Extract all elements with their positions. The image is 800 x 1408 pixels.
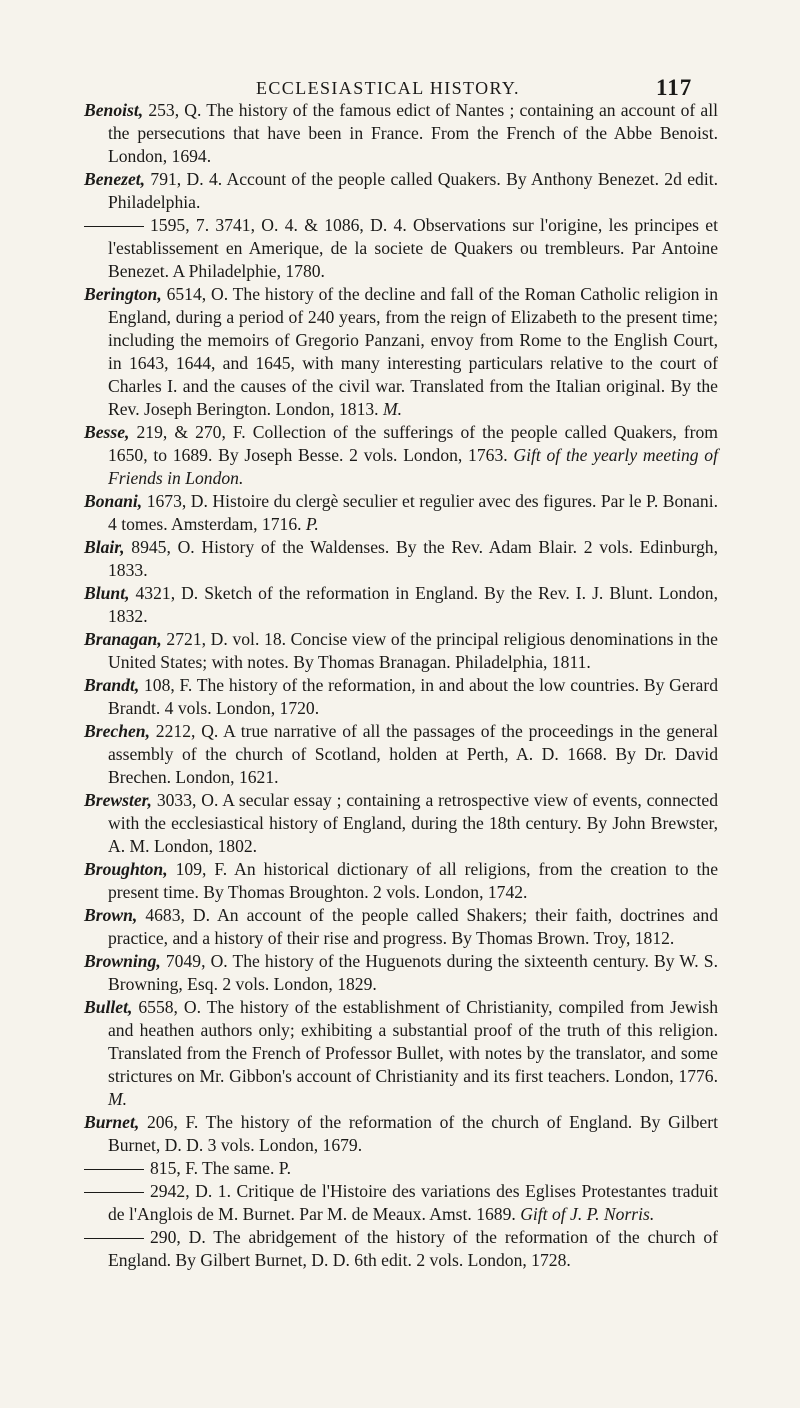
entry-author: Brewster, <box>84 790 152 810</box>
entry-author: Benoist, <box>84 100 144 120</box>
entry-text: 815, F. The same. P. <box>150 1158 291 1178</box>
catalog-entry <box>84 283 718 421</box>
entry-author: Brechen, <box>84 721 150 741</box>
entry-text: 8945, O. History of the Waldenses. By the Rev. Adam Blair. 2 vols. Edinburgh, 1833. <box>108 537 718 580</box>
ditto-dash <box>84 1192 144 1193</box>
entry-author: Benezet, <box>84 169 146 189</box>
catalog-entry <box>84 904 718 950</box>
catalog-entry <box>84 1180 718 1226</box>
entry-author: Besse, <box>84 422 130 442</box>
entry-text: 7049, O. The history of the Huguenots during the sixteenth century. By W. S. Browning, Esq. 2 vols. London, 1829. <box>108 951 718 994</box>
entry-note: Gift of the yearly meeting of Friends in London. <box>108 445 718 488</box>
entry-text: 1673, D. Histoire du clergè seculier et regulier avec des figures. Par le P. Bonani. 4 tomes. Amsterdam, 1716. <box>108 491 718 534</box>
catalog-entry <box>84 582 718 628</box>
entry-text: 6514, O. The history of the decline and fall of the Roman Catholic religion in England, during a period of 240 years, from the reign of Elizabeth to the present time; including the memoirs of Gregorio Panzani, envoy from Rome to the English Court, in 1643, 1644, and 1645, with many interesting particulars relative to the court of Charles I. and the causes of the civil war. Translated from the Italian original. By the Rev. Joseph Berington. London, 1813. <box>108 284 718 419</box>
entry-text: 206, F. The history of the reformation of the church of England. By Gilbert Burnet, D. D. 3 vols. London, 1679. <box>108 1112 718 1155</box>
entry-text: 290, D. The abridgement of the history of the reformation of the church of England. By Gilbert Burnet, D. D. 6th edit. 2 vols. London, 1728. <box>108 1227 718 1270</box>
running-head: ECCLESIASTICAL HISTORY. <box>256 78 520 98</box>
catalog-entry <box>84 168 718 214</box>
catalog-entry <box>84 99 718 168</box>
entry-author: Browning, <box>84 951 161 971</box>
entry-author: Bullet, <box>84 997 133 1017</box>
catalog-entry <box>84 674 718 720</box>
catalog-entry <box>84 950 718 996</box>
entry-text: 3033, O. A secular essay ; containing a retrospective view of events, connected with the ecclesiastical history of England, during the 18th century. By John Brewster, A. M. London, 1802. <box>108 790 718 856</box>
entry-note: P. <box>301 514 319 534</box>
entry-author: Brown, <box>84 905 138 925</box>
entry-author: Blair, <box>84 537 125 557</box>
catalog-entry <box>84 789 718 858</box>
ditto-dash <box>84 1238 144 1239</box>
catalog-entry <box>84 1111 718 1157</box>
catalog-entries <box>84 99 718 1272</box>
page-number: 117 <box>656 75 693 100</box>
ditto-dash <box>84 226 144 227</box>
entry-text: 2212, Q. A true narrative of all the passages of the proceedings in the general assembly of the church of Scotland, holden at Perth, A. D. 1668. By Dr. David Brechen. London, 1621. <box>108 721 718 787</box>
entry-text: 2942, D. 1. Critique de l'Histoire des variations des Eglises Protestantes traduit de l'Anglois de M. Burnet. Par M. de Meaux. Amst. 1689. <box>108 1181 718 1224</box>
entry-author: Brandt, <box>84 675 140 695</box>
catalog-entry <box>84 490 718 536</box>
catalog-entry <box>84 1226 718 1272</box>
entry-author: Broughton, <box>84 859 168 879</box>
entry-text: 2721, D. vol. 18. Concise view of the principal religious denominations in the United States; with notes. By Thomas Branagan. Philadelphia, 1811. <box>108 629 718 672</box>
entry-text: 253, Q. The history of the famous edict of Nantes ; containing an account of all the persecutions that have been in France. From the French of the Abbe Benoist. London, 1694. <box>108 100 718 166</box>
catalog-entry <box>84 421 718 490</box>
entry-author: Burnet, <box>84 1112 140 1132</box>
entry-author: Blunt, <box>84 583 130 603</box>
entry-note: Gift of J. P. Norris. <box>515 1204 655 1224</box>
catalog-entry <box>84 720 718 789</box>
entry-author: Bonani, <box>84 491 143 511</box>
ditto-dash <box>84 1169 144 1170</box>
catalog-entry <box>84 858 718 904</box>
entry-text: 6558, O. The history of the establishment of Christianity, compiled from Jewish and heathen authors only; exhibiting a substantial proof of the truth of this religion. Translated from the French of Professor Bullet, with notes by the translator, and some strictures on Mr. Gibbon's account of Christianity and its first teachers. London, 1776. <box>108 997 718 1086</box>
catalog-entry <box>84 1157 718 1180</box>
entry-text: 1595, 7. 3741, O. 4. & 1086, D. 4. Observations sur l'origine, les principes et l'establissement en Amerique, de la societe de Quakers ou trembleurs. Par Antoine Benezet. A Philadelphie, 1780. <box>108 215 718 281</box>
entry-text: 4321, D. Sketch of the reformation in England. By the Rev. I. J. Blunt. London, 1832. <box>108 583 718 626</box>
entry-text: 4683, D. An account of the people called Shakers; their faith, doctrines and practice, and a history of their rise and progress. By Thomas Brown. Troy, 1812. <box>108 905 718 948</box>
entry-author: Branagan, <box>84 629 162 649</box>
catalog-entry <box>84 996 718 1111</box>
catalog-entry <box>84 536 718 582</box>
entry-note: M. <box>378 399 403 419</box>
entry-text: 109, F. An historical dictionary of all religions, from the creation to the present time. By Thomas Broughton. 2 vols. London, 1742. <box>108 859 718 902</box>
entry-text: 791, D. 4. Account of the people called Quakers. By Anthony Benezet. 2d edit. Philadelphia. <box>108 169 718 212</box>
entry-text: 108, F. The history of the reformation, in and about the low countries. By Gerard Brandt. 4 vols. London, 1720. <box>108 675 718 718</box>
entry-author: Berington, <box>84 284 162 304</box>
catalog-entry <box>84 214 718 283</box>
entry-text: 219, & 270, F. Collection of the sufferings of the people called Quakers, from 1650, to 1689. By Joseph Besse. 2 vols. London, 1763. <box>108 422 718 465</box>
entry-note: M. <box>108 1089 128 1109</box>
catalog-entry <box>84 628 718 674</box>
